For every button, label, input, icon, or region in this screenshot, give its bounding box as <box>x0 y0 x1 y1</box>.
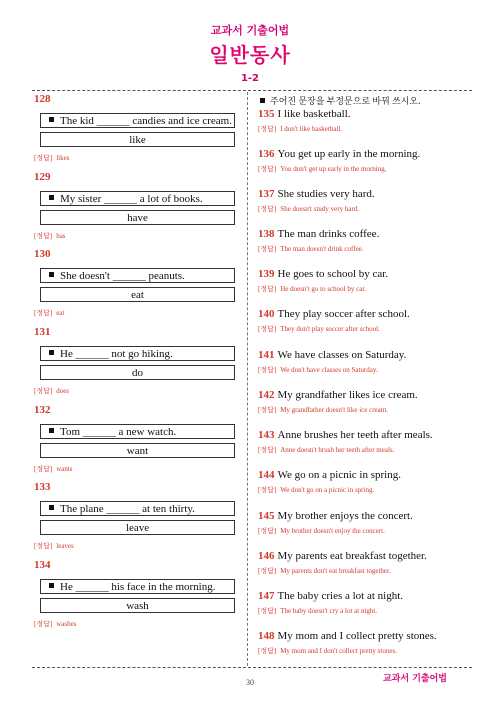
question-box <box>40 579 235 594</box>
answer-text: My brother doesn't enjoy the concert. <box>280 527 385 535</box>
question-item <box>34 404 240 474</box>
header-brand: 교과서 기출어법 <box>210 24 290 37</box>
answer-text: likes <box>56 154 70 162</box>
square-bullet-icon <box>260 98 265 103</box>
answer-tag: [정답] <box>258 125 277 133</box>
sentence-line <box>258 188 470 200</box>
instruction <box>260 94 420 107</box>
question-box <box>40 346 235 361</box>
sentence-line <box>258 590 470 602</box>
answer-line <box>258 284 470 294</box>
question-number: 146 <box>258 550 275 562</box>
question-box <box>40 268 235 283</box>
answer-line <box>258 526 470 536</box>
question-number: 147 <box>258 590 275 602</box>
sentence-text: I like basketball. <box>277 108 351 120</box>
sentence-item <box>258 550 470 576</box>
word-box: leave <box>40 520 235 535</box>
sentence-line <box>258 630 470 642</box>
sentence-text: He goes to school by car. <box>277 268 389 280</box>
answer-tag: [정답] <box>258 647 277 655</box>
answer-text: wants <box>56 465 73 473</box>
sentence-line <box>258 510 470 522</box>
answer-text: He doesn't go to school by car. <box>280 285 367 293</box>
answer-line <box>34 231 240 241</box>
answer-text: has <box>56 232 66 240</box>
page-title: 일반동사 <box>209 43 291 67</box>
answer-line <box>258 204 470 214</box>
sentence-text: We go on a picnic in spring. <box>277 469 401 481</box>
question-text: The plane ______ at ten thirty. <box>60 503 195 515</box>
answer-tag: [정답] <box>258 567 277 575</box>
answer-line <box>258 485 470 495</box>
answer-tag: [정답] <box>34 542 53 550</box>
question-number: 132 <box>34 404 51 416</box>
question-number: 135 <box>258 108 275 120</box>
answer-tag: [정답] <box>258 245 277 253</box>
answer-tag: [정답] <box>258 205 277 213</box>
square-bullet-icon <box>49 350 54 355</box>
question-number: 143 <box>258 429 275 441</box>
answer-line <box>258 324 470 334</box>
question-box <box>40 113 235 128</box>
answer-line <box>34 386 240 396</box>
answer-tag: [정답] <box>34 465 53 473</box>
answer-line <box>258 124 470 134</box>
question-box <box>40 191 235 206</box>
question-number: 139 <box>258 268 275 280</box>
question-number: 134 <box>34 559 51 571</box>
answer-line <box>258 164 470 174</box>
answer-text: washes <box>56 620 77 628</box>
footer-brand: 교과서 기출어법 <box>383 674 447 684</box>
word-box: wash <box>40 598 235 613</box>
question-item <box>34 171 240 241</box>
question-item <box>34 481 240 551</box>
sentence-text: We have classes on Saturday. <box>277 349 407 361</box>
question-box <box>40 501 235 516</box>
sentence-line <box>258 108 470 120</box>
square-bullet-icon <box>49 272 54 277</box>
square-bullet-icon <box>49 117 54 122</box>
sentence-text: My grandfather likes ice cream. <box>277 389 418 401</box>
answer-text: The baby doesn't cry a lot at night. <box>280 607 378 615</box>
sentence-item <box>258 148 470 174</box>
instruction-text: 주어진 문장을 부정문으로 바꿔 쓰시오. <box>270 96 421 106</box>
answer-tag: [정답] <box>34 620 53 628</box>
question-item <box>34 326 240 396</box>
answer-line <box>258 646 470 656</box>
sentence-line <box>258 550 470 562</box>
answer-tag: [정답] <box>258 406 277 414</box>
sentence-item <box>258 389 470 415</box>
sentence-line <box>258 389 470 401</box>
answer-line <box>34 464 240 474</box>
answer-text: My mom and I don't collect pretty stones. <box>280 647 397 655</box>
sentence-text: You get up early in the morning. <box>277 148 421 160</box>
answer-tag: [정답] <box>34 309 53 317</box>
sentence-line <box>258 308 470 320</box>
page-subtitle: 1-2 <box>240 73 260 84</box>
sentence-item <box>258 308 470 334</box>
answer-line <box>258 365 470 375</box>
square-bullet-icon <box>49 583 54 588</box>
question-number: 144 <box>258 469 275 481</box>
sentence-line <box>258 429 470 441</box>
question-text: My sister ______ a lot of books. <box>60 193 203 205</box>
question-item <box>34 248 240 318</box>
answer-tag: [정답] <box>258 486 277 494</box>
page-number: 30 <box>246 678 254 687</box>
column-divider <box>247 92 248 666</box>
answer-tag: [정답] <box>258 446 277 454</box>
answer-line <box>258 606 470 616</box>
sentence-item <box>258 349 470 375</box>
question-number: 131 <box>34 326 51 338</box>
sentence-line <box>258 268 470 280</box>
answer-line <box>34 619 240 629</box>
bottom-divider <box>32 667 472 668</box>
sentence-text: The man drinks coffee. <box>277 228 380 240</box>
answer-line <box>258 405 470 415</box>
answer-tag: [정답] <box>34 232 53 240</box>
question-number: 129 <box>34 171 51 183</box>
answer-line <box>34 308 240 318</box>
sentence-line <box>258 148 470 160</box>
answer-tag: [정답] <box>258 165 277 173</box>
sentence-line <box>258 349 470 361</box>
answer-text: They don't play soccer after school. <box>280 325 380 333</box>
answer-line <box>34 541 240 551</box>
sentence-item <box>258 108 470 134</box>
question-text: He ______ not go hiking. <box>60 348 173 360</box>
square-bullet-icon <box>49 505 54 510</box>
top-divider <box>32 90 472 91</box>
answer-line <box>34 153 240 163</box>
question-number: 133 <box>34 481 51 493</box>
answer-text: My parents don't eat breakfast together. <box>280 567 391 575</box>
sentence-line <box>258 228 470 240</box>
answer-tag: [정답] <box>258 366 277 374</box>
word-box: like <box>40 132 235 147</box>
answer-line <box>258 566 470 576</box>
sentence-text: She studies very hard. <box>277 188 375 200</box>
sentence-text: The baby cries a lot at night. <box>277 590 404 602</box>
question-number: 128 <box>34 93 51 105</box>
answer-line <box>258 244 470 254</box>
word-box: have <box>40 210 235 225</box>
answer-text: I don't like basketball. <box>280 125 343 133</box>
sentence-text: My brother enjoys the concert. <box>277 510 413 522</box>
answer-tag: [정답] <box>258 527 277 535</box>
question-number: 142 <box>258 389 275 401</box>
question-number: 148 <box>258 630 275 642</box>
answer-text: We don't have classes on Saturday. <box>280 366 378 374</box>
answer-text: She doesn't study very hard. <box>280 205 360 213</box>
answer-text: The man doesn't drink coffee. <box>280 245 364 253</box>
sentence-item <box>258 630 470 656</box>
question-text: He ______ his face in the morning. <box>60 581 216 593</box>
sentence-item <box>258 469 470 495</box>
answer-text: My grandfather doesn't like ice cream. <box>280 406 388 414</box>
sentence-line <box>258 469 470 481</box>
sentence-text: They play soccer after school. <box>277 308 410 320</box>
question-number: 141 <box>258 349 275 361</box>
sentence-item <box>258 429 470 455</box>
question-text: Tom ______ a new watch. <box>60 426 177 438</box>
sentence-item <box>258 188 470 214</box>
sentence-item <box>258 510 470 536</box>
question-text: She doesn't ______ peanuts. <box>60 270 185 282</box>
answer-text: leaves <box>56 542 74 550</box>
answer-tag: [정답] <box>258 607 277 615</box>
answer-text: does <box>56 387 70 395</box>
question-number: 130 <box>34 248 51 260</box>
sentence-item <box>258 228 470 254</box>
answer-tag: [정답] <box>34 154 53 162</box>
answer-text: We don't go on a picnic in spring. <box>280 486 375 494</box>
answer-text: You don't get up early in the morning. <box>280 165 387 173</box>
square-bullet-icon <box>49 428 54 433</box>
question-text: The kid ______ candies and ice cream. <box>60 115 232 127</box>
answer-line <box>258 445 470 455</box>
answer-tag: [정답] <box>258 285 277 293</box>
question-item <box>34 93 240 163</box>
sentence-item <box>258 268 470 294</box>
answer-text: eat <box>56 309 65 317</box>
answer-tag: [정답] <box>34 387 53 395</box>
sentence-text: My mom and I collect pretty stones. <box>277 630 437 642</box>
question-number: 136 <box>258 148 275 160</box>
question-number: 137 <box>258 188 275 200</box>
question-item <box>34 559 240 629</box>
square-bullet-icon <box>49 195 54 200</box>
question-number: 138 <box>258 228 275 240</box>
word-box: eat <box>40 287 235 302</box>
question-number: 145 <box>258 510 275 522</box>
question-box <box>40 424 235 439</box>
answer-text: Anne doesn't brush her teeth after meals. <box>280 446 395 454</box>
sentence-text: Anne brushes her teeth after meals. <box>277 429 433 441</box>
sentence-text: My parents eat breakfast together. <box>277 550 427 562</box>
question-number: 140 <box>258 308 275 320</box>
answer-tag: [정답] <box>258 325 277 333</box>
sentence-item <box>258 590 470 616</box>
word-box: do <box>40 365 235 380</box>
word-box: want <box>40 443 235 458</box>
